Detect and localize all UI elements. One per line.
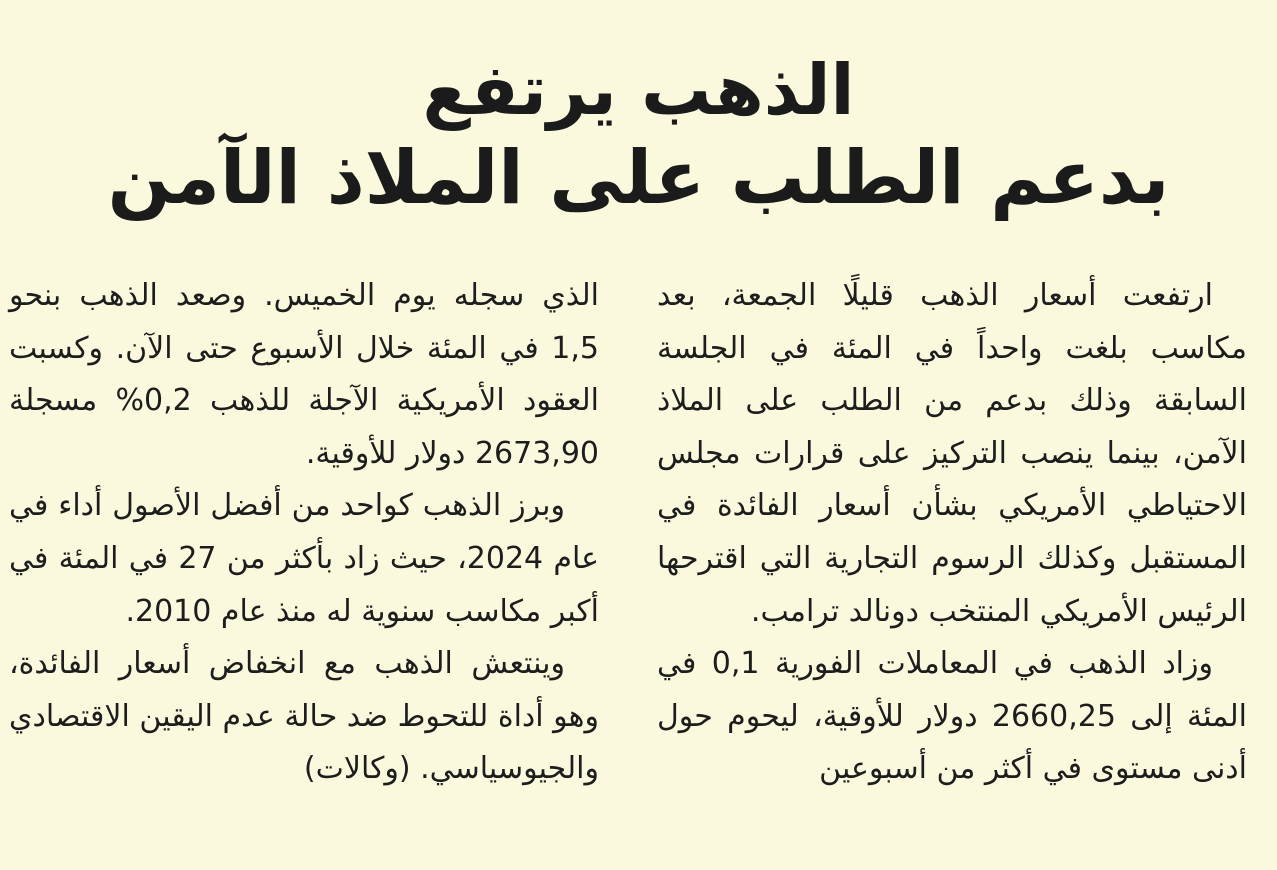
paragraph-4: وينتعش الذهب مع انخفاض أسعار الفائدة، وهو أداة للتحوط ضد حالة عدم اليقين الاقتصادي والجيوسياسي. (وكالات) — [9, 646, 599, 787]
headline-line-2: بدعم الطلب على الملاذ الآمن — [107, 135, 1170, 221]
article-column-left — [9, 270, 599, 796]
article-column-right — [657, 270, 1247, 796]
headline-line-1: الذهب يرتفع — [422, 49, 855, 131]
paragraph-2: وزاد الذهب في المعاملات الفورية 0,1 في المئة إلى 2660,25 دولار للأوقية، ليحوم حول أدنى مستوى في أكثر من أسبوعين — [657, 646, 1248, 787]
paragraph-2-continued: الذي سجله يوم الخميس. وصعد الذهب بنحو 1,5 في المئة خلال الأسبوع حتى الآن. وكسبت العقود الأمريكية الآجلة للذهب 0,2% مسجلة 2673,90 دولار للأوقية. — [9, 278, 599, 471]
paragraph-1: ارتفعت أسعار الذهب قليلًا الجمعة، بعد مكاسب بلغت واحداً في المئة في الجلسة السابقة وذلك بدعم من الطلب على الملاذ الآمن، بينما ينصب التركيز على قرارات مجلس الاحتياطي الأمريكي بشأن أسعار الفائدة في المستقبل وكذلك الرسوم التجارية التي اقترحها الرئيس الأمريكي المنتخب دونالد ترامب. — [657, 278, 1247, 629]
headline — [0, 48, 1277, 224]
paragraph-3: وبرز الذهب كواحد من أفضل الأصول أداء في عام 2024، حيث زاد بأكثر من 27 في المئة في أكبر مكاسب سنوية له منذ عام 2010. — [9, 488, 599, 629]
